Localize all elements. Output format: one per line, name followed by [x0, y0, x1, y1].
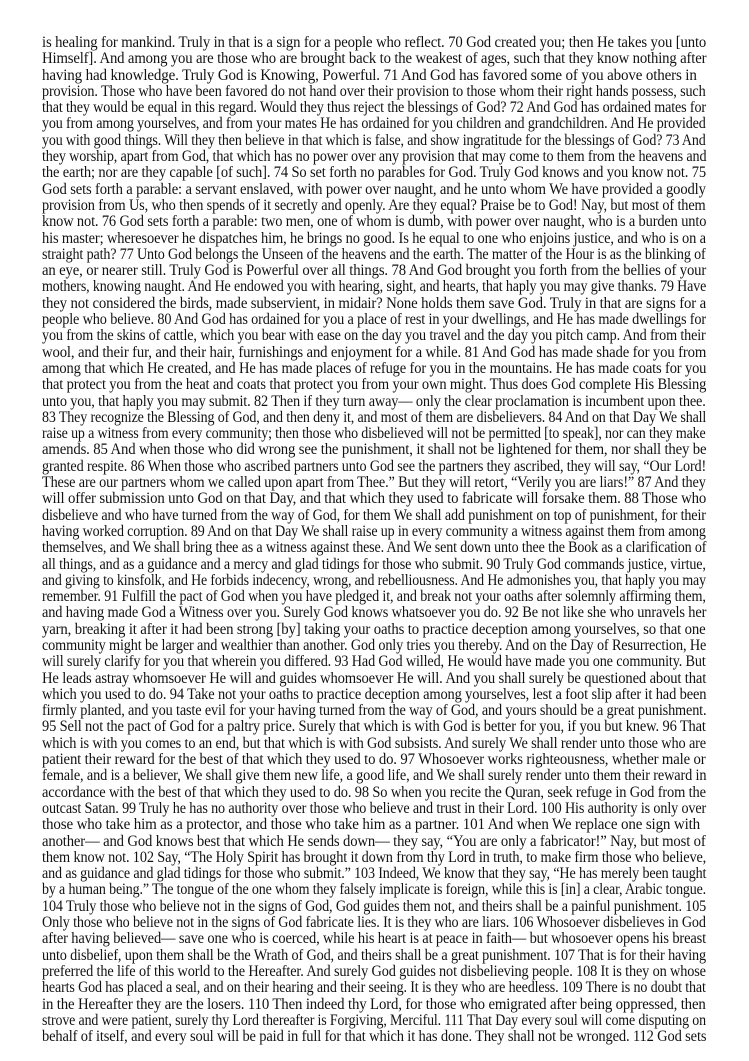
text-line: and giving to kinsfolk, and He forbids indecency, wrong, and rebelliousness. And He admonishes you, that haply you may: [42, 571, 706, 589]
text-line: after having believed— save one who is coerced, while his heart is at peace in faith— but whosoever opens his breast: [42, 930, 707, 948]
text-line: outcast Satan. 99 Truly he has no authority over those who believe and trust in their Lord. 100 His authority is only over: [42, 799, 707, 817]
text-line: mothers, knowing naught. And He endowed you with hearing, sight, and hearts, that haply you may give thanks. 79 Have: [42, 278, 707, 296]
text-line: firmly planted, and you taste evil for your having turned from the way of God, and yours should be a great punishment.: [42, 702, 707, 720]
text-line: provision from Us, who then spends of it secretly and openly. Are they equal? Praise be to God! Nay, but most of them: [42, 196, 706, 214]
text-line: remember. 91 Fulfill the pact of God when you have pledged it, and break not your oaths after solemnly affirming them,: [42, 588, 706, 606]
text-line: straight path? 77 Unto God belongs the Unseen of the heavens and the earth. The matter of the Hour is as the blinking of: [42, 245, 706, 263]
text-line: God sets forth a parable: a servant enslaved, with power over naught, and he unto whom We have provided a goodly: [42, 180, 706, 198]
text-line: amends. 85 And when those who did wrong see the punishment, it shall not be lightened for them, nor shall they be: [42, 441, 707, 459]
body-text: [42, 35, 722, 1045]
text-line: people who believe. 80 And God has ordained for you a place of rest in your dwellings, and He has made dwellings for: [42, 311, 707, 329]
text-line: among that which He created, and He has made places of refuge for you in the mountains. He has made coats for you: [42, 359, 707, 377]
text-line: patient their reward for the best of that which they used to do. 97 Whosoever works righteousness, whether male or: [42, 751, 706, 769]
text-line: behalf of itself, and every soul will be paid in full for that which it has done. They shall not be wronged. 112 God sets: [42, 1028, 707, 1046]
text-line: you from among yourselves, and from your mates He has ordained for you children and grandchildren. And He provided: [42, 115, 706, 133]
text-line: Himself]. And among you are those who are brought back to the weakest of ages, such that they know nothing after: [42, 50, 707, 68]
text-line: an eye, or nearer still. Truly God is Powerful over all things. 78 And God brought you forth from the bellies of your: [42, 262, 707, 280]
text-line: another— and God knows best that which He sends down— they say, “You are only a fabricator!” Nay, but most of: [42, 832, 706, 850]
text-line: them know not. 102 Say, “The Holy Spirit has brought it down from thy Lord in truth, to make firm those who believe,: [42, 848, 707, 866]
text-line: all things, and as a guidance and a mercy and glad tidings for those who submit. 90 Truly God commands justice, virtue,: [42, 555, 706, 573]
text-line: which is with you comes to an end, but that which is with God subsists. And surely We shall render unto those who are: [42, 734, 707, 752]
text-line: and having made God a Witness over you. Surely God knows whatsoever you do. 92 Be not like she who unravels her: [42, 604, 707, 622]
text-line: is healing for mankind. Truly in that is a sign for a people who reflect. 70 God created you; then He takes you [unto: [42, 34, 707, 51]
text-line: by a human being.” The tongue of the one whom they falsely implicate is foreign, while this is [in] a clear, Arabic tongue.: [42, 881, 707, 899]
text-line: preferred the life of this world to the Hereafter. And surely God guides not disbelieving people. 108 It is they on whose: [42, 962, 706, 980]
text-line: yarn, breaking it after it had been strong [by] taking your oaths to practice deception among yourselves, so that one: [42, 620, 706, 638]
text-line: his master; wheresoever he dispatches him, he brings no good. Is he equal to one who enjoins justice, and who is on a: [42, 229, 706, 247]
text-line: raise up a witness from every community; then those who disbelieved will not be permitted [to speak], nor can they make: [42, 425, 706, 443]
text-line: that protect you from the heat and coats that protect you from your own might. Thus does God complete His Blessing: [42, 376, 707, 394]
text-line: wool, and their fur, and their hair, furnishings and enjoyment for a while. 81 And God has made shade for you from: [42, 343, 707, 361]
text-line: 95 Sell not the pact of God for a paltry price. Surely that which is with God is better for you, if you but knew. 96 That: [42, 718, 706, 736]
text-line: provision. Those who have been favored do not hand over their provision to those whom their right hands possess, such: [42, 82, 706, 100]
text-line: which you used to do. 94 Take not your oaths to practice deception among yourselves, lest a foot slip after it had been: [42, 685, 707, 703]
text-line: they worship, apart from God, that which has no power over any provision that may come to them from the heavens and: [42, 148, 707, 166]
text-line: know not. 76 God sets forth a parable: two men, one of whom is dumb, with power over naught, who is a burden unto: [42, 213, 707, 231]
text-line: female, and is a believer, We shall give them new life, a good life, and We shall surely render unto them their reward in: [42, 767, 707, 785]
text-line: granted respite. 86 When those who ascribed partners unto God see the partners they ascribed, they will say, “Our Lord!: [42, 457, 707, 475]
text-line: He leads astray whomsoever He will and guides whomsoever He will. And you shall surely be questioned about that: [42, 669, 707, 687]
text-line: disbelieve and who have turned from the way of God, for them We shall add punishment on top of punishment, for their: [42, 506, 706, 524]
text-line: having worked corruption. 89 And on that Day We shall raise up in every community a witness against them from among: [42, 522, 706, 540]
text-line: strove and were patient, surely thy Lord thereafter is Forgiving, Merciful. 111 That Day every soul will come disputing on: [42, 1011, 706, 1029]
text-line: hearts God has placed a seal, and on their hearing and their seeing. It is they who are heedless. 109 There is no doubt that: [42, 979, 706, 997]
text-line: Only those who believe not in the signs of God fabricate lies. It is they who are liars. 106 Whosoever disbelieves in God: [42, 914, 706, 932]
text-line: will surely clarify for you that wherein you differed. 93 Had God willed, He would have made you one community. But: [42, 653, 706, 671]
text-line: unto disbelief, upon them shall be the Wrath of God, and theirs shall be a great punishment. 107 That is for their having: [42, 946, 706, 964]
text-line: accordance with the best of that which they used to do. 98 So when you recite the Quran, seek refuge in God from the: [42, 783, 706, 801]
text-line: you from the skins of cattle, which you bear with ease on the day you travel and the day you pitch camp. And from their: [42, 327, 706, 345]
text-line: unto you, that haply you may submit. 82 Then if they turn away— only the clear proclamation is incumbent upon thee.: [42, 392, 706, 410]
text-line: those who take him as a protector, and those who take him as a partner. 101 And when We replace one sign with: [42, 816, 701, 834]
text-line: having had knowledge. Truly God is Knowing, Powerful. 71 And God has favored some of you above others in: [42, 66, 697, 84]
text-line: and as guidance and glad tidings for those who submit.” 103 Indeed, We know that they say, “He has merely been taught: [42, 865, 707, 883]
text-line: in the Hereafter they are the losers. 110 Then indeed thy Lord, for those who emigrated after being oppressed, then: [42, 995, 706, 1013]
text-line: community might be larger and wealthier than another. God only tries you thereby. And on the Day of Resurrection, He: [42, 636, 707, 654]
text-line: you with good things. Will they then believe in that which is false, and show ingratitude for the blessings of God? 73 And: [42, 131, 706, 149]
text-line: 104 Truly those who believe not in the signs of God, God guides them not, and theirs shall be a painful punishment. 105: [42, 897, 707, 915]
text-line: they not considered the birds, made subservient, in midair? None holds them save God. Truly in that are signs for a: [42, 294, 707, 312]
text-line: 83 They recognize the Blessing of God, and then deny it, and most of them are disbelievers. 84 And on that Day We shall: [42, 408, 707, 426]
text-line: will offer submission unto God on that Day, and that which they used to fabricate will forsake them. 88 Those who: [42, 490, 707, 508]
text-line: that they would be equal in this regard. Would they thus reject the blessings of God? 72 And God has ordained mates for: [42, 99, 706, 117]
text-line: the earth; nor are they capable [of such]. 74 So set forth no parables for God. Truly God knows and you know not. 75: [42, 164, 706, 182]
text-line: themselves, and We shall bring thee as a witness against these. And We sent down unto thee the Book as a clarification of: [42, 539, 707, 557]
text-line: These are our partners whom we called upon apart from Thee.” But they will retort, “Verily you are liars!” 87 And they: [42, 474, 706, 492]
